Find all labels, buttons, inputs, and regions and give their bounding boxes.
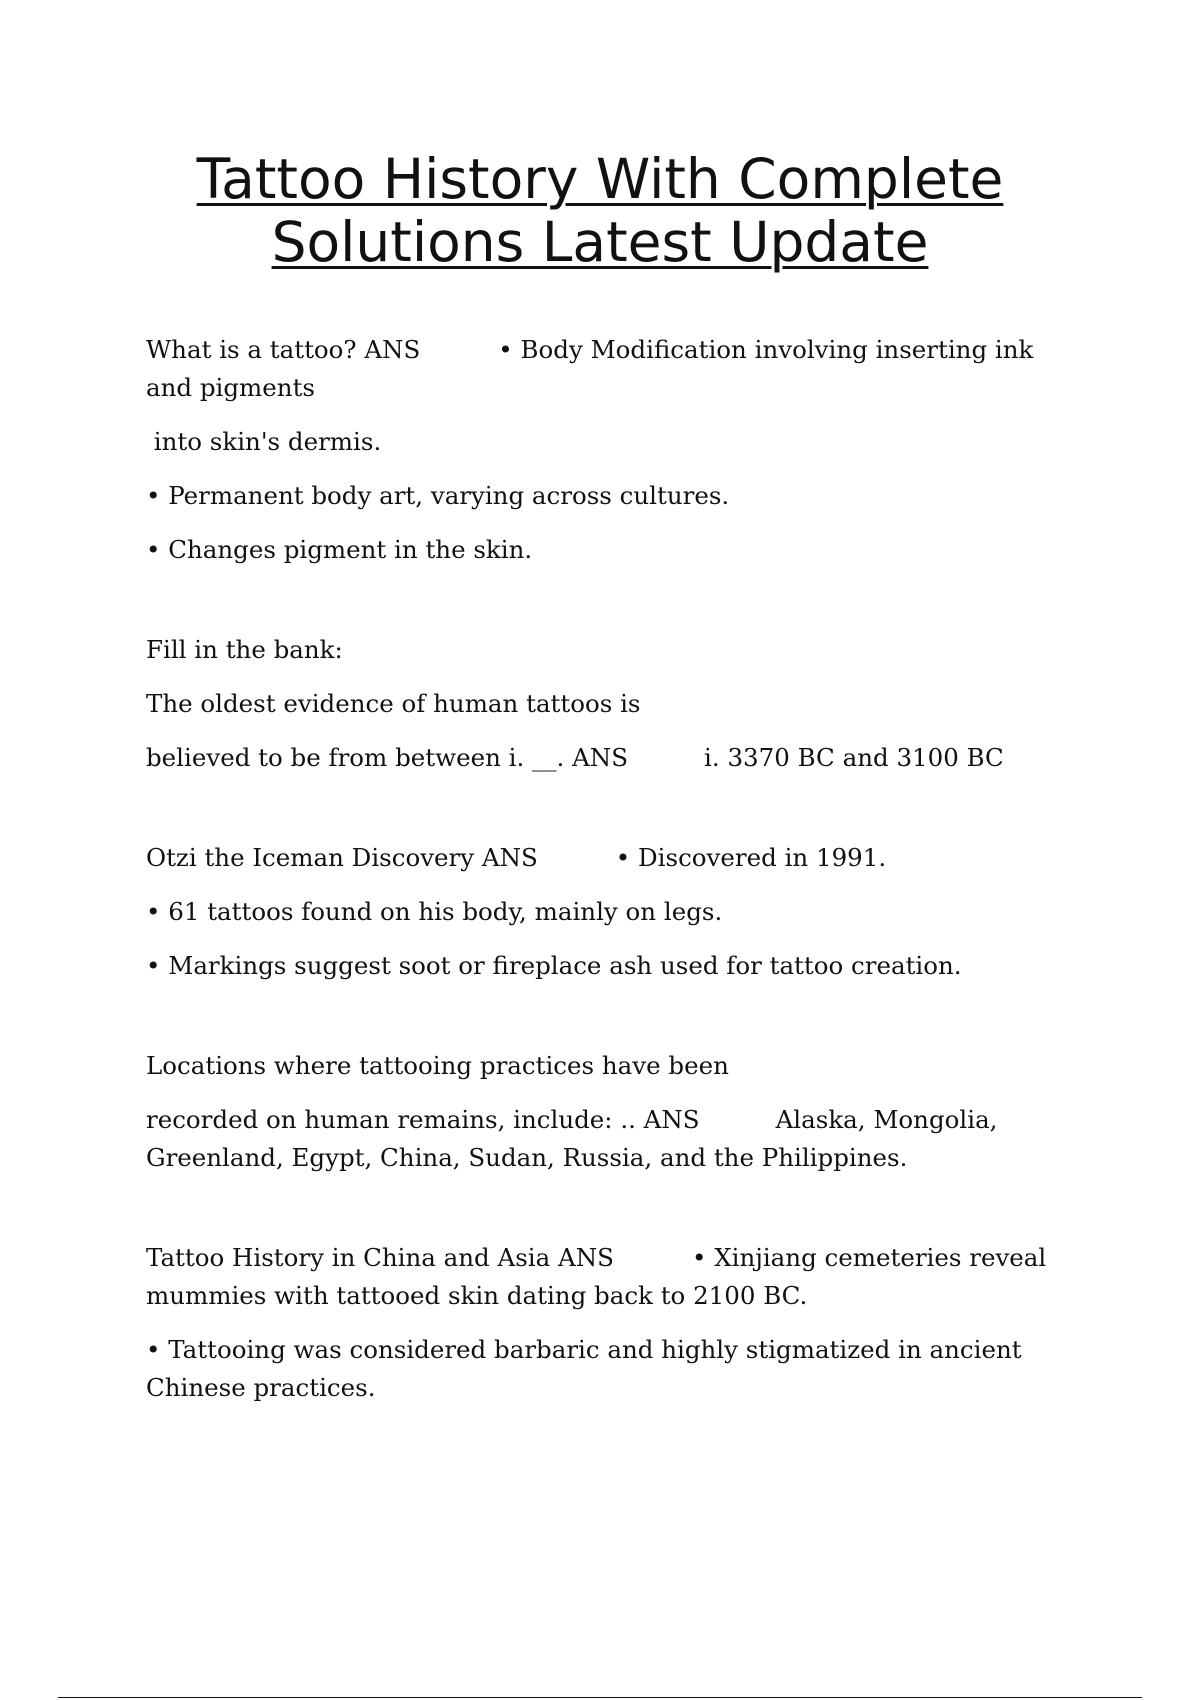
fill-bank-answer: i. 3370 BC and 3100 BC <box>704 743 1004 772</box>
tattoo-bullet-pigment: • Changes pigment in the skin. <box>146 535 533 564</box>
page-bottom-divider <box>58 1697 1142 1698</box>
otzi-answer: • Discovered in 1991. <box>615 843 887 872</box>
locations-answer: Alaska, Mongolia, Greenland, Egypt, China, Sudan, Russia, and the Philippines. <box>146 1105 998 1172</box>
title-line-2: Solutions Latest Update <box>271 210 929 274</box>
locations-question-paragraph <box>146 1101 1086 1177</box>
otzi-question-paragraph <box>146 839 1086 877</box>
china-answer: • Xinjiang cemeteries reveal mummies with tattooed skin dating back to 2100 BC. <box>146 1243 1047 1310</box>
fill-bank-line-1: The oldest evidence of human tattoos is <box>146 689 641 718</box>
fill-bank-question-paragraph <box>146 739 1086 777</box>
tattoo-question-paragraph <box>146 331 1086 407</box>
title-line-1: Tattoo History With Complete <box>196 147 1004 211</box>
china-question-paragraph <box>146 1239 1086 1315</box>
tattoo-question: What is a tattoo? ANS <box>146 335 421 364</box>
tattoo-bullet-permanent: • Permanent body art, varying across cultures. <box>146 481 730 510</box>
otzi-bullet-markings: • Markings suggest soot or fireplace ash used for tattoo creation. <box>146 951 962 980</box>
document-body <box>146 331 1086 1423</box>
otzi-bullet-tattoos: • 61 tattoos found on his body, mainly on legs. <box>146 897 723 926</box>
china-bullet-stigma: • Tattooing was considered barbaric and highly stigmatized in ancient Chinese practices. <box>146 1335 1022 1402</box>
otzi-question: Otzi the Iceman Discovery ANS <box>146 843 538 872</box>
page-title <box>100 148 1100 274</box>
fill-bank-label: Fill in the bank: <box>146 635 343 664</box>
china-question: Tattoo History in China and Asia ANS <box>146 1243 614 1272</box>
tattoo-answer: • Body Modification involving inserting ink and pigments <box>146 335 1034 402</box>
locations-line-1: Locations where tattooing practices have been <box>146 1051 729 1080</box>
locations-line-2: recorded on human remains, include: .. ANS <box>146 1105 700 1134</box>
tattoo-answer-continued: into skin's dermis. <box>146 427 382 456</box>
fill-bank-line-2: believed to be from between i. __. ANS <box>146 743 629 772</box>
